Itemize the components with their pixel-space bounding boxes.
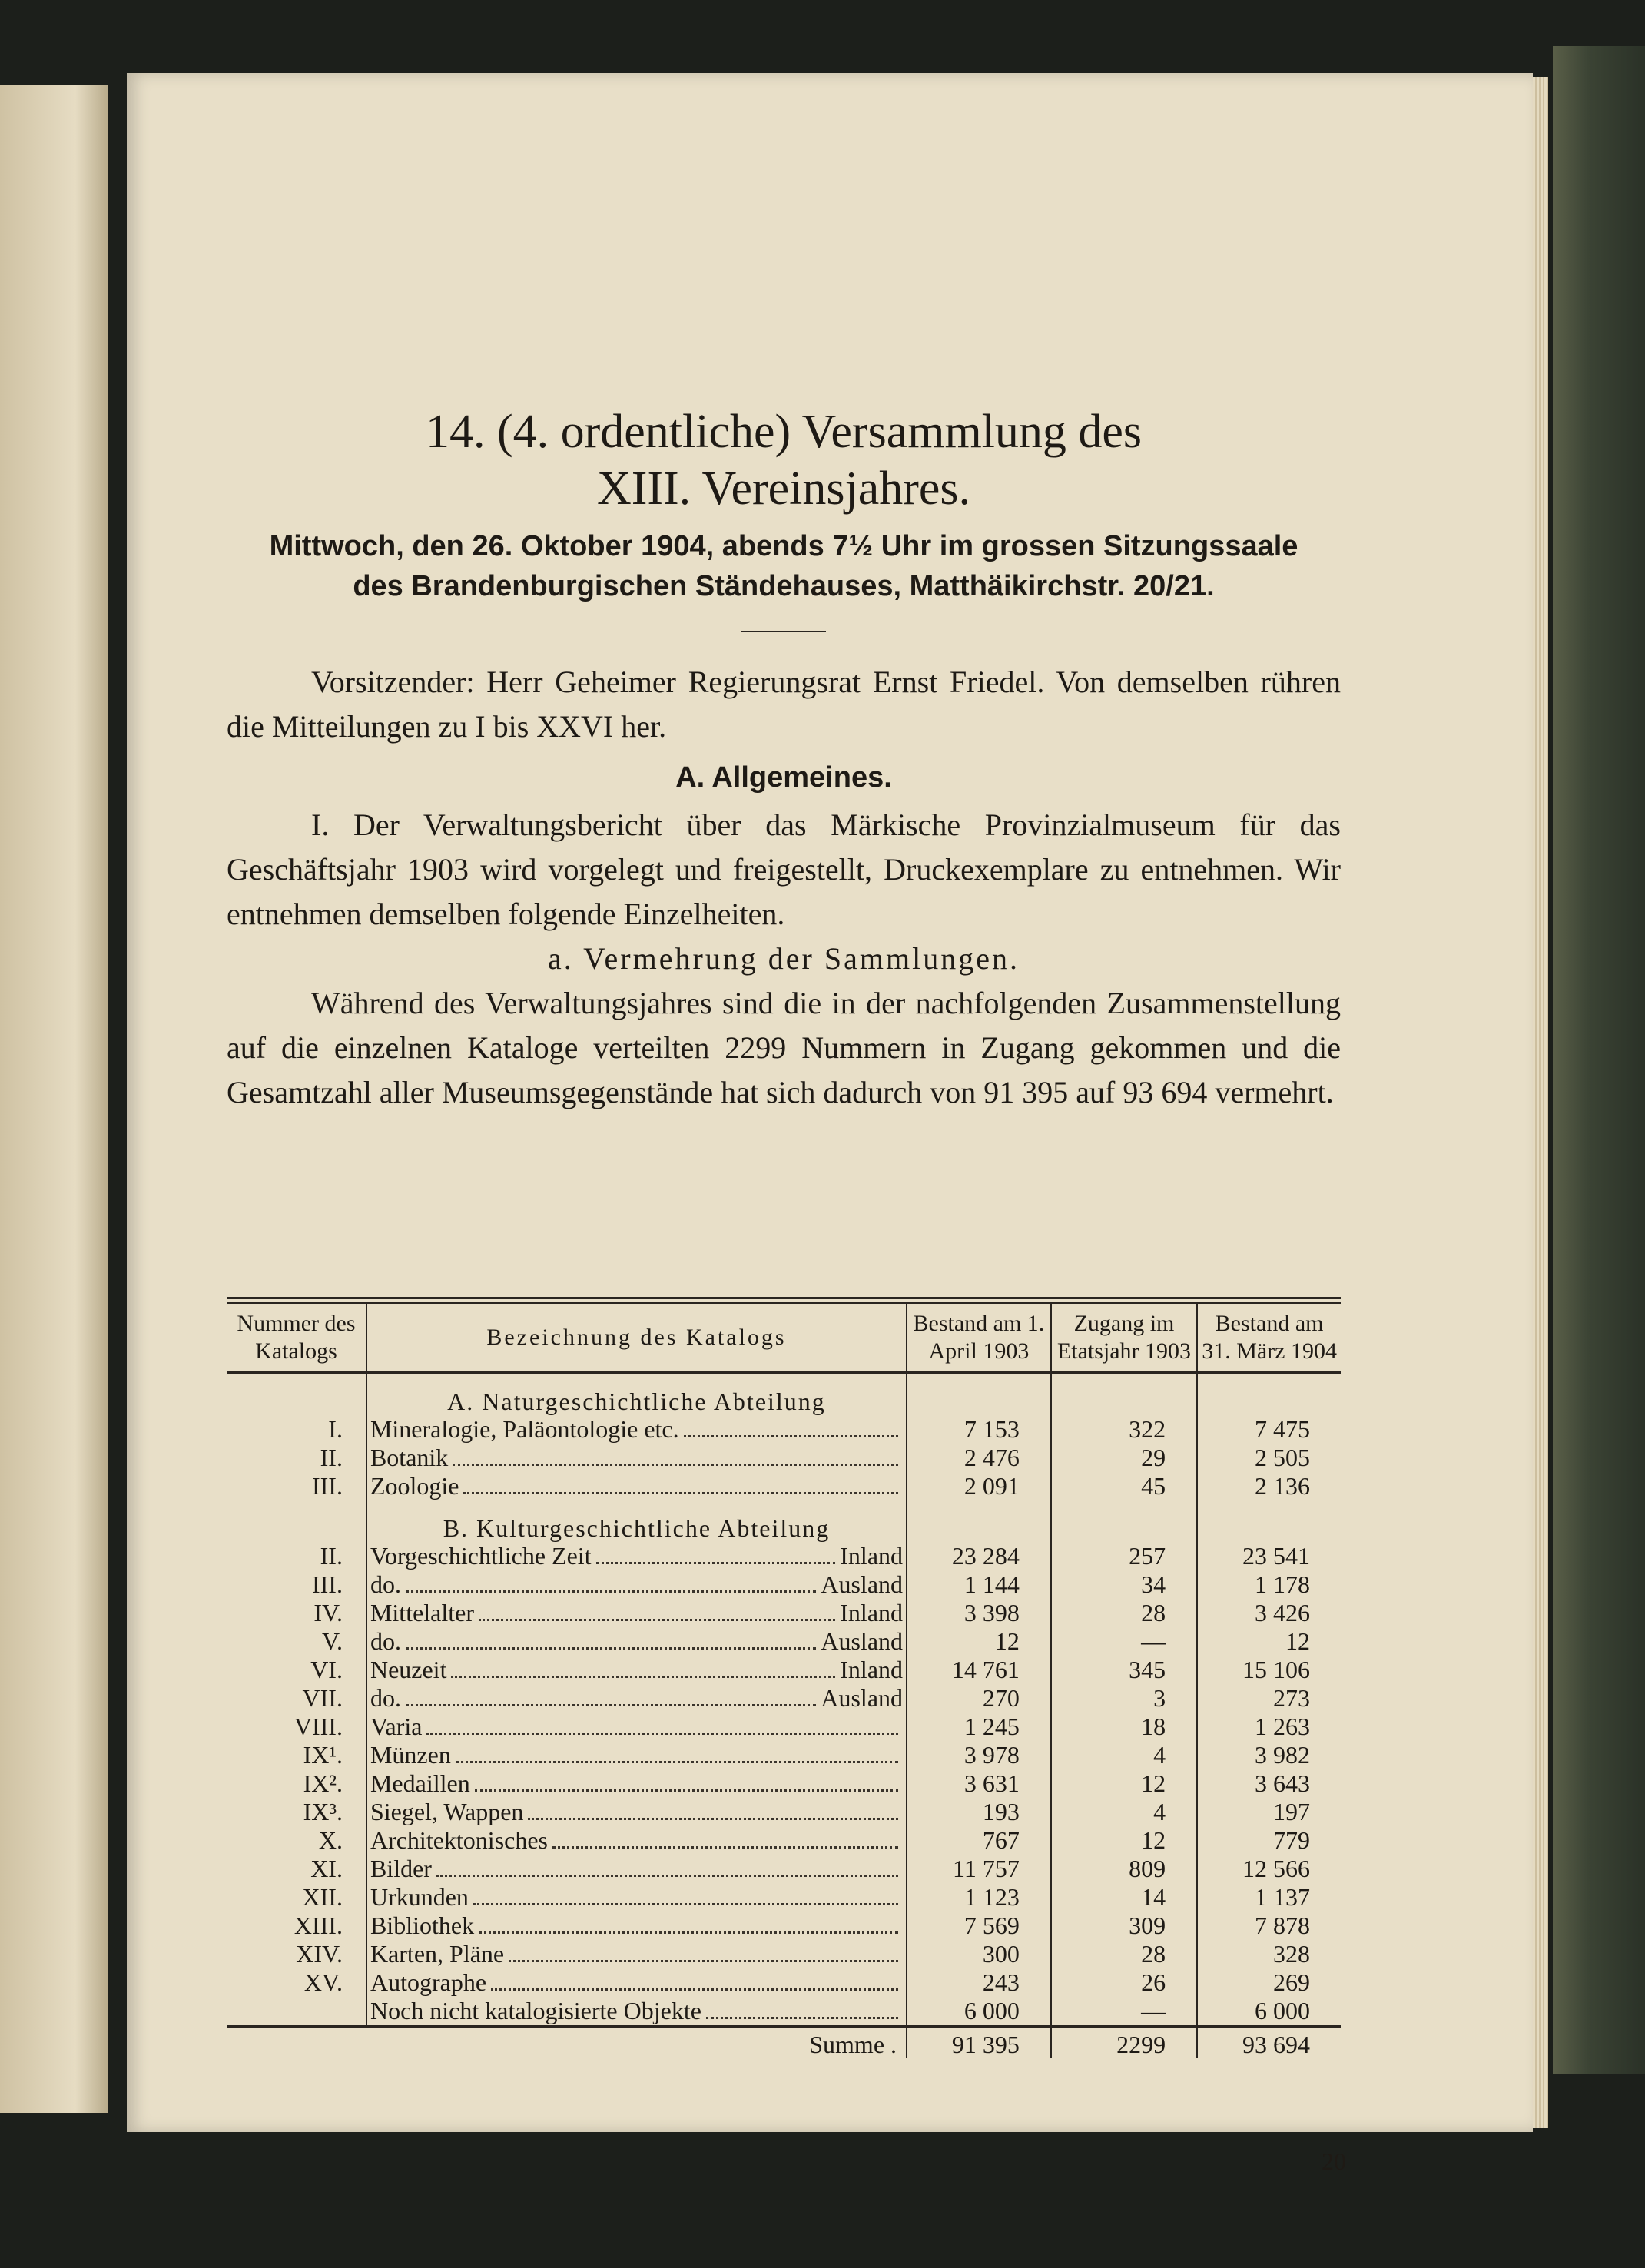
facing-page-edge	[0, 85, 108, 2113]
catalog-name: Neuzeit	[370, 1656, 447, 1683]
catalog-subtype: Inland	[840, 1656, 904, 1683]
subsection-heading-a: a. Vermehrung der Sammlungen.	[548, 941, 1020, 976]
stock-added: 14	[1051, 1883, 1197, 1912]
table-row	[227, 1826, 1341, 1855]
header-end: Bestand am 31. März 1904	[1197, 1304, 1341, 1373]
dot-leader	[596, 1562, 836, 1564]
catalog-name-cell	[366, 1627, 907, 1656]
catalog-number: X.	[227, 1826, 366, 1855]
catalog-name: Karten, Pläne	[370, 1940, 505, 1968]
catalog-number: II.	[227, 1542, 366, 1570]
catalog-name-cell	[366, 1855, 907, 1883]
table-row	[227, 1997, 1341, 2027]
stock-end: 3 426	[1197, 1599, 1341, 1627]
catalog-name-cell	[366, 1415, 907, 1444]
table-row	[227, 1684, 1341, 1713]
catalog-subtype: Ausland	[821, 1570, 904, 1598]
stock-added: —	[1051, 1997, 1197, 2027]
table-header-row	[227, 1304, 1341, 1373]
stock-end: 197	[1197, 1798, 1341, 1826]
stock-start: 243	[907, 1968, 1051, 1997]
catalog-name: Noch nicht katalogisierte Objekte	[370, 1997, 701, 2024]
stock-start: 3 631	[907, 1769, 1051, 1798]
stock-added: 12	[1051, 1826, 1197, 1855]
stock-added: —	[1051, 1627, 1197, 1656]
catalog-name-cell	[366, 1713, 907, 1741]
catalog-name-cell	[366, 1997, 907, 2027]
stock-end: 1 137	[1197, 1883, 1341, 1912]
stock-start: 1 123	[907, 1883, 1051, 1912]
stock-added: 18	[1051, 1713, 1197, 1741]
dot-leader	[456, 1761, 898, 1763]
dot-leader	[406, 1704, 816, 1706]
stock-end: 6 000	[1197, 1997, 1341, 2027]
catalog-number: II.	[227, 1444, 366, 1472]
stock-start: 14 761	[907, 1656, 1051, 1684]
catalog-name: Medaillen	[370, 1769, 470, 1797]
stock-end: 2 505	[1197, 1444, 1341, 1472]
stock-added: 809	[1051, 1855, 1197, 1883]
sum-label: Summe .	[366, 2027, 907, 2059]
stock-start: 2 091	[907, 1472, 1051, 1500]
page-number: 20	[1322, 2147, 1346, 2175]
catalog-name-cell	[366, 1912, 907, 1940]
stock-start: 3 398	[907, 1599, 1051, 1627]
catalog-number: I.	[227, 1415, 366, 1444]
stock-start: 767	[907, 1826, 1051, 1855]
catalog-name: Autographe	[370, 1968, 487, 1996]
table-row	[227, 1656, 1341, 1684]
dot-leader	[426, 1732, 898, 1735]
dot-leader	[552, 1846, 898, 1849]
dot-leader	[473, 1903, 898, 1905]
catalog-name: Urkunden	[370, 1883, 469, 1911]
stock-added: 309	[1051, 1912, 1197, 1940]
stock-end: 2 136	[1197, 1472, 1341, 1500]
table-row	[227, 1912, 1341, 1940]
group-row-a	[227, 1373, 1341, 1416]
stock-added: 3	[1051, 1684, 1197, 1713]
stock-start: 12	[907, 1627, 1051, 1656]
stock-start: 270	[907, 1684, 1051, 1713]
catalog-number: XII.	[227, 1883, 366, 1912]
catalog-number: XIII.	[227, 1912, 366, 1940]
catalog-name: Münzen	[370, 1741, 451, 1769]
catalog-name-cell	[366, 1826, 907, 1855]
catalog-name-cell	[366, 1599, 907, 1627]
dot-leader	[436, 1875, 898, 1877]
header-num: Nummer des Katalogs	[227, 1304, 366, 1373]
stock-end: 12 566	[1197, 1855, 1341, 1883]
catalog-name-cell	[366, 1769, 907, 1798]
stock-end: 3 982	[1197, 1741, 1341, 1769]
stock-start: 1 245	[907, 1713, 1051, 1741]
sum-start: 91 395	[907, 2027, 1051, 2059]
dot-leader	[528, 1818, 898, 1820]
catalog-name: do.	[370, 1627, 401, 1655]
dot-leader	[463, 1492, 898, 1494]
stock-end: 3 643	[1197, 1769, 1341, 1798]
table-row	[227, 1940, 1341, 1968]
catalog-number	[227, 1997, 366, 2027]
table-row	[227, 1883, 1341, 1912]
sum-end: 93 694	[1197, 2027, 1341, 2059]
stock-start: 6 000	[907, 1997, 1051, 2027]
stock-added: 322	[1051, 1415, 1197, 1444]
title-divider	[741, 631, 826, 632]
catalog-number: XV.	[227, 1968, 366, 1997]
dot-leader	[479, 1931, 898, 1934]
table-row	[227, 1741, 1341, 1769]
stock-end: 7 878	[1197, 1912, 1341, 1940]
dot-leader	[706, 2017, 898, 2019]
dot-leader	[453, 1464, 898, 1466]
stock-end: 273	[1197, 1684, 1341, 1713]
catalog-name: Mineralogie, Paläontologie etc.	[370, 1415, 679, 1443]
stock-start: 7 153	[907, 1415, 1051, 1444]
meeting-date-location: Mittwoch, den 26. Oktober 1904, abends 7½ Uhr im grossen Sitzungssaale des Brandenburgischen Ständehauses, Matthäikirchstr. 20/21.	[269, 530, 1298, 602]
header-start: Bestand am 1. April 1903	[907, 1304, 1051, 1373]
stock-added: 257	[1051, 1542, 1197, 1570]
catalog-name-cell	[366, 1570, 907, 1599]
stock-end: 12	[1197, 1627, 1341, 1656]
stock-start: 2 476	[907, 1444, 1051, 1472]
group-label-b: B. Kulturgeschichtliche Abteilung	[443, 1514, 831, 1542]
catalog-subtype: Ausland	[821, 1627, 904, 1655]
stock-end: 1 178	[1197, 1570, 1341, 1599]
catalog-subtype: Inland	[840, 1542, 904, 1570]
catalog-name-cell	[366, 1883, 907, 1912]
stock-start: 1 144	[907, 1570, 1051, 1599]
section-heading-a: A. Allgemeines.	[675, 761, 892, 794]
catalog-number: III.	[227, 1472, 366, 1500]
stock-end: 23 541	[1197, 1542, 1341, 1570]
catalog-name: Zoologie	[370, 1472, 459, 1500]
catalog-number: VII.	[227, 1684, 366, 1713]
stock-start: 3 978	[907, 1741, 1051, 1769]
table-row	[227, 1415, 1341, 1444]
table-row	[227, 1713, 1341, 1741]
catalog-name: Architektonisches	[370, 1826, 548, 1854]
table-row	[227, 1542, 1341, 1570]
catalog-number: V.	[227, 1627, 366, 1656]
catalog-name-cell	[366, 1968, 907, 1997]
catalog-name: Bibliothek	[370, 1912, 475, 1939]
catalog-number: XIV.	[227, 1940, 366, 1968]
stock-added: 45	[1051, 1472, 1197, 1500]
stock-end: 7 475	[1197, 1415, 1341, 1444]
catalog-name: Vorgeschichtliche Zeit	[370, 1542, 592, 1570]
stock-added: 28	[1051, 1599, 1197, 1627]
book-cover-edge	[1553, 46, 1645, 2074]
catalog-name: do.	[370, 1684, 401, 1712]
table-row	[227, 1599, 1341, 1627]
header-name: Bezeichnung des Katalogs	[366, 1304, 907, 1373]
stock-added: 34	[1051, 1570, 1197, 1599]
dot-leader	[509, 1960, 898, 1962]
paragraph-i: I. Der Verwaltungsbericht über das Märkische Provinzialmuseum für das Geschäftsjahr 1903 wird vorgelegt und freigestellt, Druckexemplare zu entnehmen. Wir entnehmen demselben folgende Einzelheiten.	[227, 807, 1341, 931]
dot-leader	[406, 1647, 816, 1650]
table-row	[227, 1472, 1341, 1500]
stock-end: 328	[1197, 1940, 1341, 1968]
catalog-name-cell	[366, 1798, 907, 1826]
table-row	[227, 1798, 1341, 1826]
growth-paragraph: Während des Verwaltungsjahres sind die in der nachfolgenden Zusammenstellung auf die einzelnen Kataloge verteilten 2299 Nummern in Zugang gekommen und die Gesamtzahl aller Museumsgegenstände hat sich dadurch von 91 395 auf 93 694 vermehrt.	[227, 986, 1341, 1109]
stock-end: 1 263	[1197, 1713, 1341, 1741]
stock-start: 11 757	[907, 1855, 1051, 1883]
stock-start: 193	[907, 1798, 1051, 1826]
table-row	[227, 1570, 1341, 1599]
dot-leader	[684, 1435, 898, 1437]
catalog-name: Siegel, Wappen	[370, 1798, 524, 1825]
catalog-table	[227, 1297, 1341, 2058]
stock-added: 28	[1051, 1940, 1197, 1968]
dot-leader	[406, 1590, 816, 1593]
stock-added: 345	[1051, 1656, 1197, 1684]
catalog-name: Mittelalter	[370, 1599, 475, 1626]
catalog-number: IX³.	[227, 1798, 366, 1826]
table-row	[227, 1444, 1341, 1472]
dot-leader	[451, 1676, 835, 1678]
group-label-a: A. Naturgeschichtliche Abteilung	[447, 1388, 826, 1415]
stock-start: 23 284	[907, 1542, 1051, 1570]
meeting-title: 14. (4. ordentliche) Versammlung des XIII. Vereinsjahres.	[425, 406, 1143, 515]
stock-added: 4	[1051, 1798, 1197, 1826]
catalog-number: IX².	[227, 1769, 366, 1798]
book-page	[127, 73, 1533, 2175]
dot-leader	[479, 1619, 835, 1621]
sum-row	[227, 2027, 1341, 2059]
table-row	[227, 1855, 1341, 1883]
table-row	[227, 1968, 1341, 1997]
catalog-number: VIII.	[227, 1713, 366, 1741]
stock-added: 26	[1051, 1968, 1197, 1997]
catalog-name-cell	[366, 1472, 907, 1500]
group-row-b	[227, 1500, 1341, 1542]
sum-added: 2299	[1051, 2027, 1197, 2059]
header-added: Zugang im Etatsjahr 1903	[1051, 1304, 1197, 1373]
catalog-number: IX¹.	[227, 1741, 366, 1769]
catalog-name-cell	[366, 1444, 907, 1472]
stock-end: 779	[1197, 1826, 1341, 1855]
catalog-number: VI.	[227, 1656, 366, 1684]
chair-paragraph: Vorsitzender: Herr Geheimer Regierungsrat Ernst Friedel. Von demselben rühren die Mitteilungen zu I bis XXVI her.	[227, 665, 1341, 744]
catalog-name-cell	[366, 1684, 907, 1713]
catalog-name-cell	[366, 1741, 907, 1769]
stock-end: 15 106	[1197, 1656, 1341, 1684]
catalog-number: III.	[227, 1570, 366, 1599]
stock-start: 7 569	[907, 1912, 1051, 1940]
table-top-rule	[227, 1297, 1341, 1304]
catalog-subtype: Ausland	[821, 1684, 904, 1712]
stock-added: 12	[1051, 1769, 1197, 1798]
dot-leader	[491, 1988, 898, 1991]
catalog-name-cell	[366, 1940, 907, 1968]
catalog-name: Bilder	[370, 1855, 432, 1882]
catalog-subtype: Inland	[840, 1599, 904, 1626]
dot-leader	[475, 1789, 898, 1792]
stock-added: 4	[1051, 1741, 1197, 1769]
catalog-number: IV.	[227, 1599, 366, 1627]
catalog-name: Botanik	[370, 1444, 449, 1471]
catalog-name-cell	[366, 1542, 907, 1570]
catalog-name: do.	[370, 1570, 401, 1598]
catalog-name: Varia	[370, 1713, 423, 1740]
table-row	[227, 1769, 1341, 1798]
stock-end: 269	[1197, 1968, 1341, 1997]
catalog-number: XI.	[227, 1855, 366, 1883]
catalog-name-cell	[366, 1656, 907, 1684]
stock-added: 29	[1051, 1444, 1197, 1472]
table-row	[227, 1627, 1341, 1656]
stock-start: 300	[907, 1940, 1051, 1968]
page-content	[227, 403, 1341, 1115]
